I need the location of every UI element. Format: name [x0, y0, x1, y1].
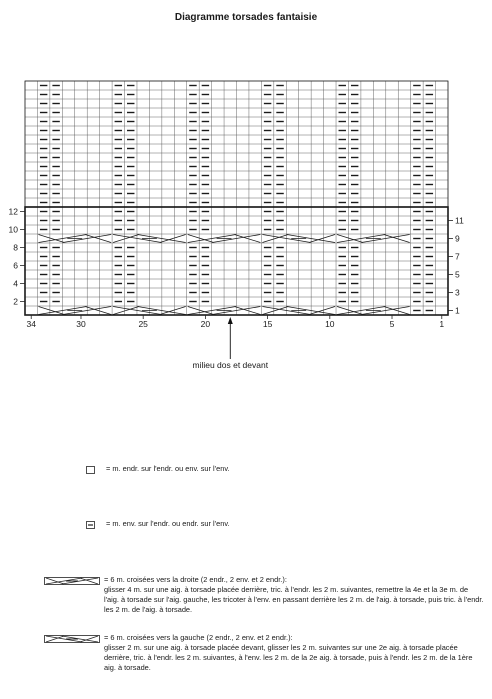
row-label-left: 4 — [13, 278, 18, 289]
center-marker-arrowhead — [228, 317, 233, 324]
legend-purl-text: = m. env. sur l'endr. ou endr. sur l'env. — [106, 519, 230, 528]
row-label-left: 2 — [13, 296, 18, 307]
knit-stitch-symbol — [86, 466, 95, 474]
row-label-right: 9 — [455, 233, 460, 244]
row-label-right: 7 — [455, 251, 460, 262]
x-tick-label: 15 — [262, 319, 273, 329]
legend-cable-right-description: glisser 4 m. sur une aig. à torsade placée derrière, tric. à l'endr. les 2 m. suivantes, remettre la 4e et la 3e m. de l'aig. à torsade sur l'aig. gauche, les tricoter à l'env. en passant derrière les 2 m. de l'aig. à torsade, puis tric. à l'endr. les 2 m. de l'aig. à torsade. — [104, 585, 484, 614]
row-label-left: 8 — [13, 242, 18, 253]
purl-stitch-symbol — [86, 521, 95, 529]
cable-right-symbol — [44, 577, 100, 585]
x-tick-label: 25 — [138, 319, 148, 329]
cable-left-symbol — [44, 635, 100, 643]
legend-knit-text: = m. endr. sur l'endr. ou env. sur l'env. — [106, 464, 230, 473]
row-label-right: 11 — [455, 215, 464, 226]
row-label-left: 12 — [8, 206, 18, 217]
legend-cable-left-title: = 6 m. croisées vers la gauche (2 endr., 2 env. et 2 endr.): — [104, 633, 293, 642]
center-marker-label: milieu dos et devant — [192, 360, 269, 370]
chart-title: Diagramme torsades fantaisie — [174, 12, 318, 23]
legend-cable-right-title: = 6 m. croisées vers la droite (2 endr., 2 env. et 2 endr.): — [104, 575, 287, 584]
row-label-left: 10 — [8, 224, 18, 235]
x-tick-label: 1 — [439, 319, 445, 329]
x-tick-label: 5 — [389, 319, 395, 329]
x-tick-label: 34 — [26, 319, 36, 329]
x-tick-label: 30 — [76, 319, 86, 329]
row-label-left: 6 — [13, 260, 18, 271]
legend-cable-left-description: glisser 2 m. sur une aig. à torsade placée devant, glisser les 2 m. suivantes sur une 2e aig. à torsade placée derrière, tric. à l'endr. les 2 m. suivantes, à l'env. les 2 m. de la 2e aig. à torsade, puis à l'endr. les 2 m. de la 1ère aig. à torsade. — [104, 643, 473, 672]
row-label-right: 5 — [455, 269, 460, 280]
row-label-right: 3 — [455, 287, 460, 298]
row-label-right: 1 — [455, 305, 460, 316]
x-tick-label: 20 — [200, 319, 211, 329]
x-tick-label: 10 — [325, 319, 335, 329]
